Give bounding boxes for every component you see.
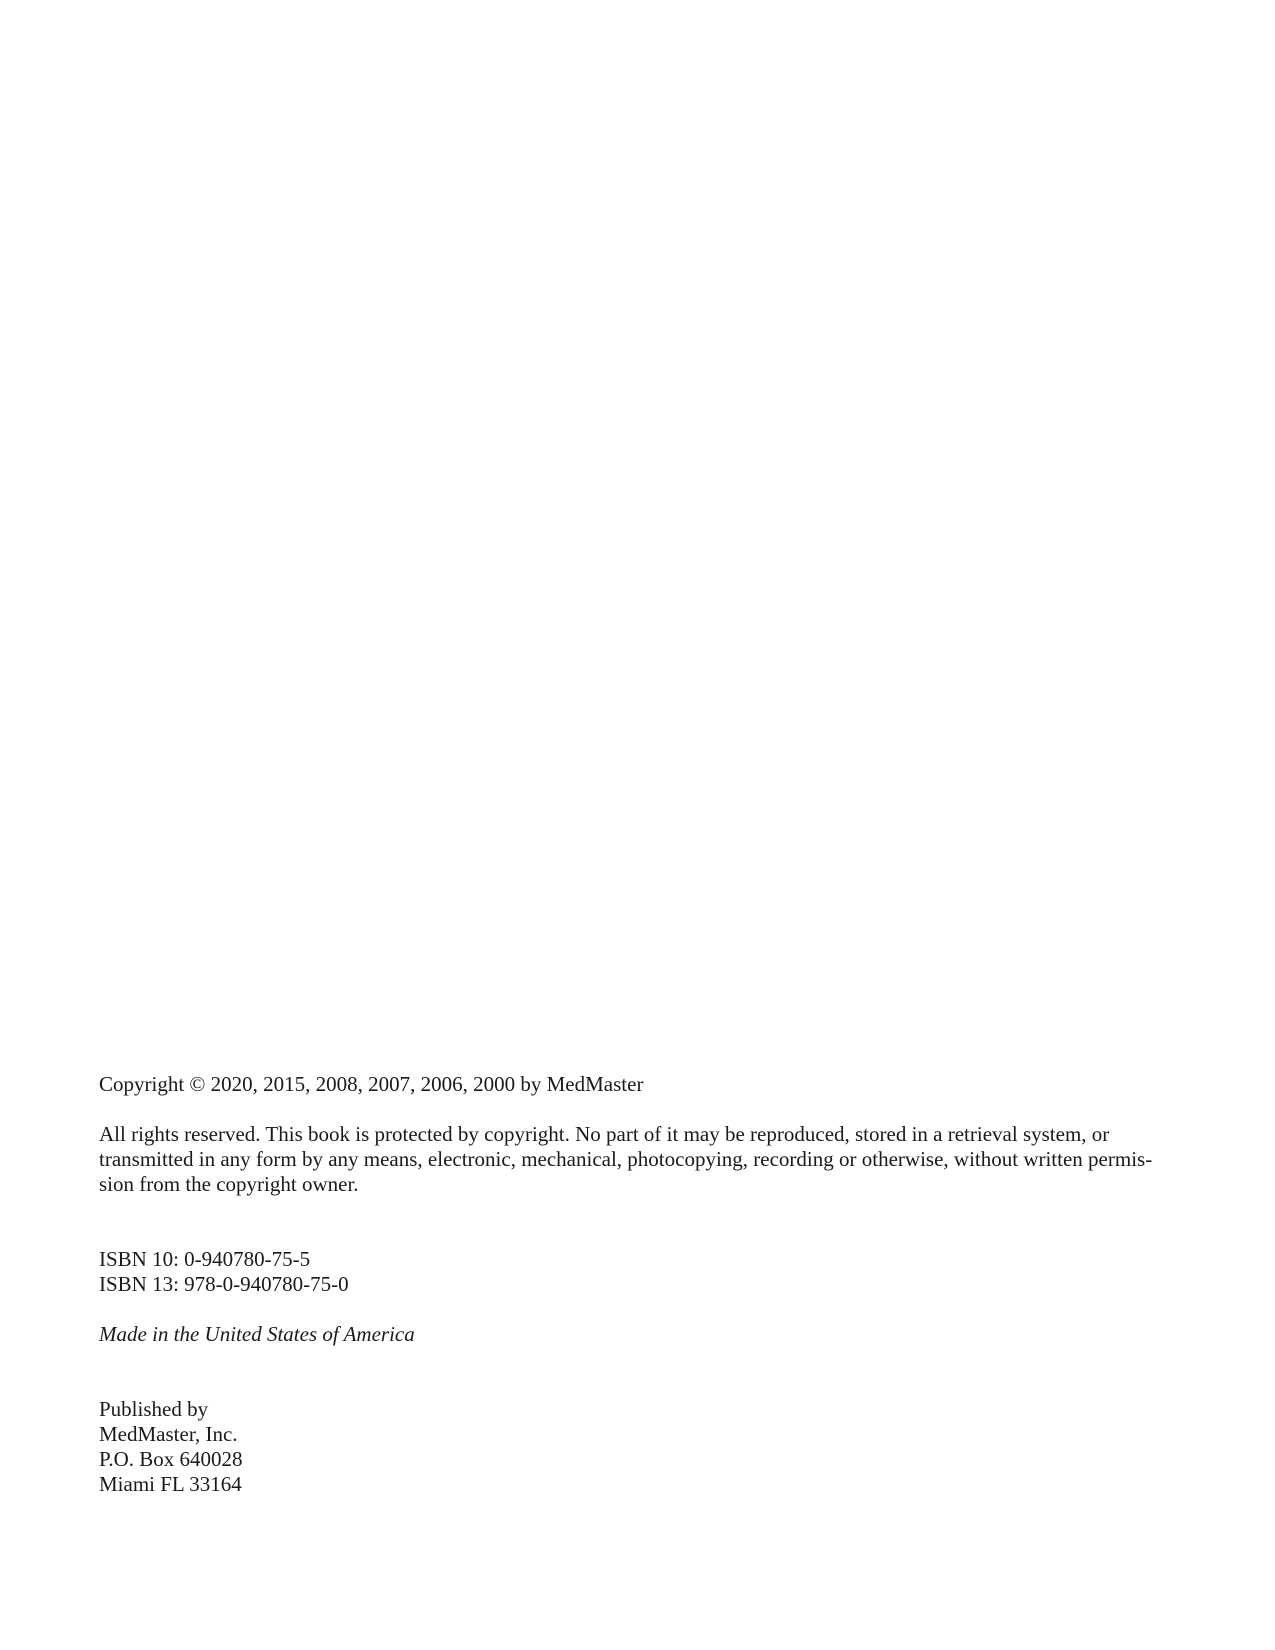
publisher-city: Miami FL 33164 bbox=[99, 1472, 242, 1496]
made-in-statement: Made in the United States of America bbox=[99, 1322, 415, 1346]
publisher-label: Published by bbox=[99, 1397, 209, 1421]
publisher-name: MedMaster, Inc. bbox=[99, 1422, 238, 1446]
rights-line: All rights reserved. This book is protected by copyright. No part of it may be reproduced, stored in a retrieval system, or bbox=[99, 1122, 1110, 1146]
rights-line: sion from the copyright owner. bbox=[99, 1172, 359, 1196]
publisher-address bbox=[99, 1397, 1159, 1497]
isbn-block bbox=[99, 1247, 1159, 1297]
publisher-po-box: P.O. Box 640028 bbox=[99, 1447, 243, 1471]
copyright-notice: Copyright © 2020, 2015, 2008, 2007, 2006, 2000 by MedMaster bbox=[99, 1072, 644, 1096]
rights-line: transmitted in any form by any means, electronic, mechanical, photocopying, recording or otherwise, without written permis- bbox=[99, 1147, 1153, 1171]
isbn-13: ISBN 13: 978-0-940780-75-0 bbox=[99, 1272, 349, 1296]
isbn-10: ISBN 10: 0-940780-75-5 bbox=[99, 1247, 311, 1271]
copyright-block bbox=[99, 1072, 1159, 1497]
rights-statement bbox=[99, 1122, 1159, 1197]
